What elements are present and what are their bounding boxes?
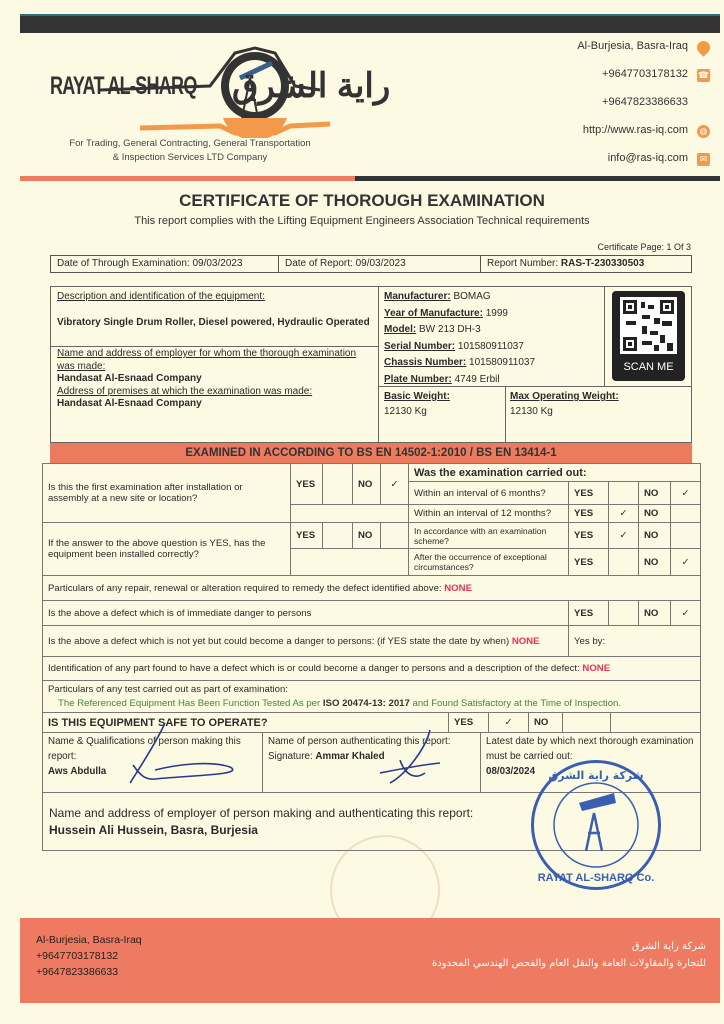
safe-no[interactable]: NO	[529, 713, 563, 733]
standard-band: EXAMINED IN ACCORDING TO BS EN 14502-1:2010 / BS EN 13414-1	[50, 443, 692, 463]
test-value: The Referenced Equipment Has Been Function Tested As per ISO 20474-13: 2017 and Found Satisfactory at the Time of Inspection.	[58, 697, 622, 709]
phone-icon: ☎	[697, 70, 710, 80]
test-row	[43, 681, 701, 713]
exceptional-no[interactable]: NO	[639, 549, 671, 576]
basic-weight: Basic Weight: 12130 Kg	[384, 391, 450, 417]
header-band	[20, 14, 720, 33]
qr-code[interactable]	[612, 291, 685, 381]
carried-out-title: Was the examination carried out:	[409, 464, 701, 482]
divider-orange	[20, 176, 355, 181]
footer-arabic	[432, 938, 706, 972]
auth-cell: Name of person authenticating this report: Signature: Ammar Khaled	[263, 733, 481, 793]
immediate-no-check[interactable]: ✓	[671, 601, 701, 626]
qr-label: SCAN ME	[623, 361, 674, 373]
contact-phone-1: +9647703178132	[602, 68, 688, 80]
signature-authenticator	[360, 725, 450, 790]
blank-cell	[611, 713, 701, 733]
carried-out-scheme: In accordance with an examination scheme?	[409, 523, 569, 549]
description-value: Vibratory Single Drum Roller, Diesel powered, Hydraulic Operated	[57, 317, 370, 328]
report-number-value: RAS-T-230330503	[560, 258, 645, 269]
6m-yes-check[interactable]	[609, 482, 639, 505]
field-model: Model: BW 213 DH-3	[384, 324, 481, 335]
q2-yes[interactable]: YES	[291, 523, 323, 549]
repair-row: Particulars of any repair, renewal or alteration required to remedy the defect identified above: NONE	[43, 576, 701, 601]
next-exam-cell: Latest date by which next thorough examination must be carried out: 08/03/2024	[481, 733, 701, 793]
scheme-no[interactable]: NO	[639, 523, 671, 549]
q1-text: Is this the first examination after installation or assembly at a new site or location?	[43, 464, 291, 523]
footer-contact	[36, 932, 142, 980]
field-serial: Serial Number: 101580911037	[384, 340, 524, 352]
immediate-yes[interactable]: YES	[569, 601, 609, 626]
equipment-description	[57, 290, 372, 329]
tagline-line-2: & Inspection Services LTD Company	[112, 152, 268, 163]
contact-email[interactable]: info@ras-iq.com	[607, 152, 688, 164]
examination-table	[42, 463, 701, 713]
q1-yes[interactable]: YES	[291, 464, 323, 505]
company-stamp	[531, 760, 661, 890]
field-year: Year of Manufacture: 1999	[384, 307, 508, 319]
stamp-emblem	[534, 763, 658, 887]
carried-out-6m: Within an interval of 6 months?	[409, 482, 569, 505]
maker-name: Aws Abdulla	[48, 766, 107, 777]
next-exam-date: 08/03/2024	[486, 766, 536, 777]
immediate-no[interactable]: NO	[639, 601, 671, 626]
field-chassis: Chassis Number: 101580911037	[384, 357, 536, 368]
contact-website[interactable]: http://www.ras-iq.com	[582, 124, 688, 136]
employer-label: Name and address of employer for whom the thorough examination was made:	[57, 348, 357, 372]
q2-no-check[interactable]	[381, 523, 409, 549]
maker-cell: Name & Qualifications of person making this report: Aws Abdulla	[43, 733, 263, 793]
field-manufacturer: Manufacturer: BOMAG	[384, 291, 491, 302]
footer-ar-line-1: شركة راية الشرق	[631, 941, 706, 952]
employer-value: Handasat Al-Esnaad Company	[57, 373, 202, 384]
location-pin-icon	[694, 38, 712, 56]
q1-yes-check[interactable]	[323, 464, 353, 505]
carried-out-exceptional: After the occurrence of exceptional circumstances?	[409, 549, 569, 576]
tagline	[30, 137, 350, 165]
certificate-title: CERTIFICATE OF THOROUGH EXAMINATION	[179, 191, 545, 210]
scheme-yes-check[interactable]: ✓	[609, 523, 639, 549]
safe-question: IS THIS EQUIPMENT SAFE TO OPERATE?	[43, 713, 449, 733]
auth-name: Ammar Khaled	[315, 751, 385, 762]
q2-text: If the answer to the above question is YES, has the equipment been installed correctly?	[43, 523, 291, 576]
employer-row: Name and address of employer of person making and authenticating this report: Hussein Ali Hussein, Basra, Burjesia	[43, 793, 701, 851]
footer-ar-line-2: للتجارة والمقاولات العامة والنقل العام والفحص الهندسي المحدودة	[432, 958, 706, 969]
q1-no-check[interactable]: ✓	[381, 464, 409, 505]
employer-name: Hussein Ali Hussein, Basra, Burjesia	[49, 822, 258, 837]
repair-value: NONE	[444, 582, 472, 594]
6m-no[interactable]: NO	[639, 482, 671, 505]
employer-block	[57, 348, 372, 411]
tagline-line-1: For Trading, General Contracting, General Transportation	[69, 138, 311, 149]
yes-by: Yes by:	[569, 626, 701, 657]
identification-row: Identification of any part found to have a defect which is or could become a danger to persons and a description of the defect: NONE	[43, 657, 701, 681]
description-label: Description and identification of the equipment:	[57, 291, 265, 302]
signature-maker	[95, 715, 245, 790]
contact-address: Al-Burjesia, Basra-Iraq	[577, 40, 688, 52]
not-yet-danger-text: Is the above a defect which is not yet but could become a danger to persons: (if YES state the date by when) NONE	[43, 626, 569, 657]
field-plate: Plate Number: 4749 Erbil	[384, 373, 500, 385]
12m-yes-check[interactable]: ✓	[609, 505, 639, 523]
q2-no[interactable]: NO	[353, 523, 381, 549]
12m-no[interactable]: NO	[639, 505, 671, 523]
exceptional-yes[interactable]: YES	[569, 549, 609, 576]
email-icon: ✉	[697, 153, 710, 166]
premises-label: Address of premises at which the examination was made:	[57, 385, 313, 397]
max-weight: Max Operating Weight: 12130 Kg	[510, 391, 619, 417]
carried-out-12m: Within an interval of 12 months?	[409, 505, 569, 523]
brand-name-en: RAYAT AL-SHARQ	[50, 72, 197, 100]
12m-no-check[interactable]	[671, 505, 701, 523]
report-number-label: Report Number:	[487, 258, 559, 269]
footer-band	[20, 918, 720, 1003]
equipment-fields	[384, 289, 535, 388]
report-number	[481, 256, 691, 272]
svg-text:RAYAT AL-SHARQ Co.: RAYAT AL-SHARQ Co.	[537, 872, 655, 884]
footer-address: Al-Burjesia, Basra-Iraq	[36, 934, 142, 946]
certificate-subtitle: This report complies with the Lifting Equipment Engineers Association Technical requirements	[134, 215, 590, 227]
12m-yes[interactable]: YES	[569, 505, 609, 523]
scheme-no-check[interactable]	[671, 523, 701, 549]
q1-no[interactable]: NO	[353, 464, 381, 505]
globe-icon: ◍	[697, 125, 710, 138]
brand-name-ar: راية الشرق	[232, 67, 391, 105]
safe-yes-check[interactable]: ✓	[489, 713, 529, 733]
test-label: Particulars of any test carried out as part of examination:	[48, 683, 288, 695]
exceptional-yes-check[interactable]	[609, 549, 639, 576]
footer-phone-1: +9647703178132	[36, 950, 119, 962]
report-date: Date of Report: 09/03/2023	[279, 256, 481, 272]
footer-phone-2: +9647823386633	[36, 966, 119, 978]
premises-value: Handasat Al-Esnaad Company	[57, 398, 202, 409]
divider-dark	[355, 176, 720, 181]
scheme-yes[interactable]: YES	[569, 523, 609, 549]
6m-yes[interactable]: YES	[569, 482, 609, 505]
certificate-page: Certificate Page: 1 Of 3	[597, 242, 691, 252]
svg-text:شركة راية الشرق: شركة راية الشرق	[548, 769, 644, 782]
dates-table	[50, 255, 692, 273]
exceptional-no-check[interactable]: ✓	[671, 549, 701, 576]
safe-yes[interactable]: YES	[449, 713, 489, 733]
immediate-yes-check[interactable]	[609, 601, 639, 626]
q2-yes-check[interactable]	[323, 523, 353, 549]
blank-cell	[291, 505, 409, 523]
safe-no-check[interactable]	[563, 713, 611, 733]
6m-no-check[interactable]: ✓	[671, 482, 701, 505]
blank-cell	[291, 549, 409, 576]
contact-phone-2: +9647823386633	[602, 96, 688, 108]
qr-code-icon	[612, 291, 685, 361]
exam-date: Date of Through Examination: 09/03/2023	[51, 256, 279, 272]
immediate-danger-text: Is the above a defect which is of immediate danger to persons	[43, 601, 569, 626]
